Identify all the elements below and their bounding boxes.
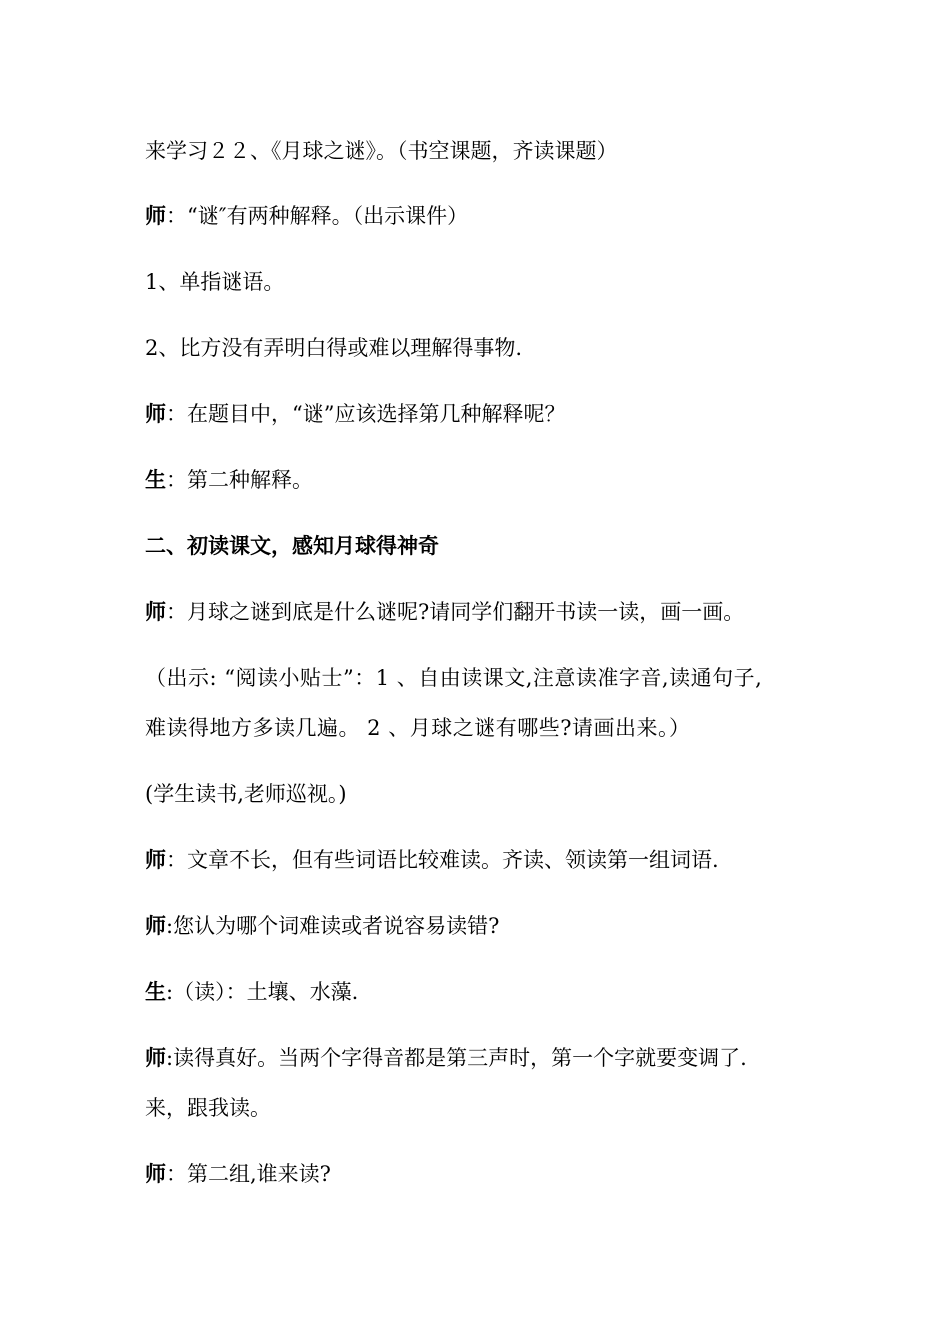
line-text: ：第二种解释。 <box>166 468 313 492</box>
speaker-label: 生 <box>145 468 166 492</box>
line-text: （出示: “阅读小贴士”：1 、自由读课文,注意读准字音,读通句子, <box>145 666 763 690</box>
speaker-label: 师 <box>145 914 166 938</box>
line-text: :读得真好。当两个字得音都是第三声时，第一个字就要变调了. <box>166 1046 747 1070</box>
speaker-label: 生 <box>145 980 166 1004</box>
dialogue-line <box>145 202 825 230</box>
speaker-label: 师 <box>145 402 166 426</box>
dialogue-line <box>145 978 825 1006</box>
line-text: 难读得地方多读几遍。 2 、月球之谜有哪些?请画出来。） <box>145 716 691 740</box>
speaker-label: 师 <box>145 1046 166 1070</box>
dialogue-line <box>145 598 825 626</box>
dialogue-line <box>145 466 825 494</box>
dialogue-line <box>145 846 825 874</box>
line-text: 1、单指谜语。 <box>145 270 285 294</box>
speaker-label: 师 <box>145 1162 166 1186</box>
text-line <box>145 334 825 362</box>
speaker-label: 师 <box>145 600 166 624</box>
text-line <box>145 664 825 692</box>
line-text: ：在题目中，“谜”应该选择第几种解释呢？ <box>166 402 566 426</box>
dialogue-line <box>145 1044 825 1072</box>
text-line <box>145 714 825 742</box>
section-heading: 二、初读课文，感知月球得神奇 <box>145 534 439 558</box>
dialogue-line <box>145 1160 825 1188</box>
line-text: ：“谜″有两种解释。（出示课件） <box>166 204 469 228</box>
line-text: :（读）：土壤、水藻. <box>166 980 359 1004</box>
dialogue-line <box>145 400 825 428</box>
line-text: 来，跟我读。 <box>145 1096 271 1120</box>
line-text: (学生读书,老师巡视。) <box>145 782 347 806</box>
line-text: ：文章不长，但有些词语比较难读。齐读、领读第一组词语. <box>166 848 719 872</box>
text-line <box>145 780 825 808</box>
text-line <box>145 137 825 165</box>
line-text: ：月球之谜到底是什么谜呢?请同学们翻开书读一读，画一画。 <box>166 600 745 624</box>
line-text: ：第二组,谁来读? <box>166 1162 331 1186</box>
speaker-label: 师 <box>145 848 166 872</box>
line-text: :您认为哪个词难读或者说容易读错? <box>166 914 500 938</box>
speaker-label: 师 <box>145 204 166 228</box>
dialogue-line <box>145 912 825 940</box>
text-line <box>145 268 825 296</box>
text-line <box>145 1094 825 1122</box>
line-text: 来学习２２、《月球之谜》。（书空课题，齐读课题） <box>145 139 618 163</box>
line-text: 2、比方没有弄明白得或难以理解得事物. <box>145 336 523 360</box>
